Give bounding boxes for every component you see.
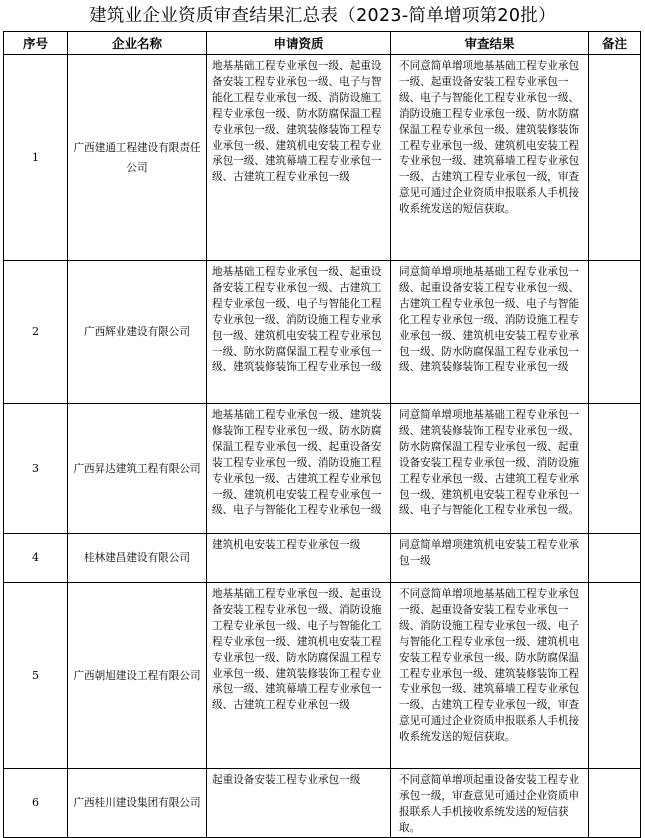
row-seq: 6 (4, 769, 68, 838)
row-seq: 2 (4, 261, 68, 404)
row-qualifications: 建筑机电安装工程专业承包一级 (207, 534, 391, 583)
header-company: 企业名称 (68, 32, 207, 55)
row-remark (589, 769, 641, 838)
header-remark: 备注 (589, 32, 641, 55)
table-row (4, 583, 641, 769)
row-seq: 1 (4, 55, 68, 261)
row-company: 广西朝旭建设工程有限公司 (68, 583, 207, 769)
header-result: 审查结果 (391, 32, 589, 55)
document-title: 建筑业企业资质审查结果汇总表（2023-简单增项第20批） (89, 6, 556, 26)
row-remark (589, 534, 641, 583)
row-qualifications: 地基基础工程专业承包一级、建筑装修装饰工程专业承包一级、防水防腐保温工程专业承包一级、起重设备安装工程专业承包一级、消防设施工程专业承包一级、古建筑工程专业承包一级、建筑机电安装工程专业承包一级、电子与智能化工程专业承包一级 (207, 404, 391, 534)
header-seq: 序号 (4, 32, 68, 55)
row-company: 广西昇达建筑工程有限公司 (68, 404, 207, 534)
row-result: 同意简单增项地基基础工程专业承包一级、建筑装修装饰工程专业承包一级、防水防腐保温工程专业承包一级、起重设备安装工程专业承包一级、消防设施工程专业承包一级、古建筑工程专业承包一级、建筑机电安装工程专业承包一级、电子与智能化工程专业承包一级。 (391, 404, 589, 534)
table-row (4, 769, 641, 838)
row-seq: 4 (4, 534, 68, 583)
row-remark (589, 55, 641, 261)
table-header-row (4, 32, 641, 55)
table-row (4, 55, 641, 261)
table-row (4, 261, 641, 404)
row-remark (589, 261, 641, 404)
row-company: 广西辉业建设有限公司 (68, 261, 207, 404)
row-seq: 3 (4, 404, 68, 534)
row-result: 同意简单增项建筑机电安装工程专业承包一级 (391, 534, 589, 583)
review-results-table (3, 31, 641, 838)
row-qualifications: 地基基础工程专业承包一级、起重设备安装工程专业承包一级、电子与智能化工程专业承包一级、消防设施工程专业承包一级、防水防腐保温工程专业承包一级、建筑装修装饰工程专业承包一级、建筑机电安装工程专业承包一级、建筑幕墙工程专业承包一级、古建筑工程专业承包一级 (207, 55, 391, 261)
row-company: 广西桂川建设集团有限公司 (68, 769, 207, 838)
row-seq: 5 (4, 583, 68, 769)
row-result: 不同意简单增项地基基础工程专业承包一级、起重设备安装工程专业承包一级、电子与智能化工程专业承包一级、消防设施工程专业承包一级、防水防腐保温工程专业承包一级、建筑装修装饰工程专业承包一级、建筑机电安装工程专业承包一级、建筑幕墙工程专业承包一级、古建筑工程专业承包一级，审查意见可通过企业资质申报联系人手机接收系统发送的短信获取。 (391, 55, 589, 261)
row-qualifications: 地基基础工程专业承包一级、起重设备安装工程专业承包一级、消防设施工程专业承包一级、电子与智能化工程专业承包一级、建筑机电安装工程专业承包一级、防水防腐保温工程专业承包一级、建筑装修装饰工程专业承包一级、建筑幕墙工程专业承包一级、古建筑工程专业承包一级 (207, 583, 391, 769)
row-result: 不同意简单增项起重设备安装工程专业承包一级，审查意见可通过企业资质申报联系人手机接收系统发送的短信获取。 (391, 769, 589, 838)
table-row (4, 534, 641, 583)
row-remark (589, 404, 641, 534)
row-remark (589, 583, 641, 769)
table-row (4, 404, 641, 534)
row-result: 同意简单增项地基基础工程专业承包一级、起重设备安装工程专业承包一级、古建筑工程专业承包一级、电子与智能化工程专业承包一级、消防设施工程专业承包一级、建筑机电安装工程专业承包一级、防水防腐保温工程专业承包一级、建筑装修装饰工程专业承包一级 (391, 261, 589, 404)
row-result: 不同意简单增项地基基础工程专业承包一级、起重设备安装工程专业承包一级、消防设施工程专业承包一级、电子与智能化工程专业承包一级、建筑机电安装工程专业承包一级、防水防腐保温工程专业承包一级、建筑装修装饰工程专业承包一级、建筑幕墙工程专业承包一级、古建筑工程专业承包一级，审查意见可通过企业资质申报联系人手机接收系统发送的短信获取。 (391, 583, 589, 769)
row-company: 广西建通工程建设有限责任公司 (68, 55, 207, 261)
row-qualifications: 起重设备安装工程专业承包一级 (207, 769, 391, 838)
row-company: 桂林建昌建设有限公司 (68, 534, 207, 583)
row-qualifications: 地基基础工程专业承包一级、起重设备安装工程专业承包一级、古建筑工程专业承包一级、电子与智能化工程专业承包一级、消防设施工程专业承包一级、建筑机电安装工程专业承包一级、防水防腐保温工程专业承包一级、建筑装修装饰工程专业承包一级 (207, 261, 391, 404)
header-qualifications: 申请资质 (207, 32, 391, 55)
